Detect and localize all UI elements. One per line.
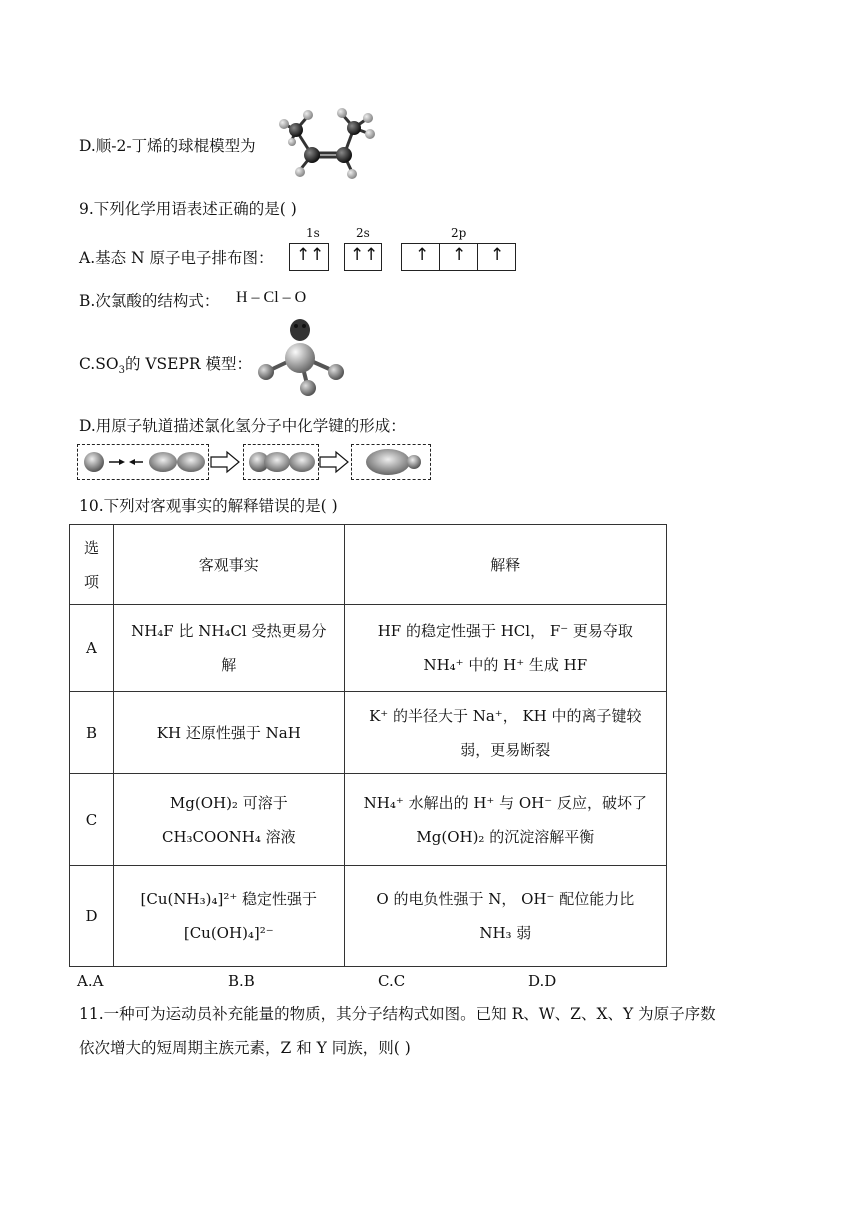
fact-line1: KH 还原性强于 NaH	[156, 723, 301, 742]
explanation-line2: 弱，更易断裂	[460, 740, 551, 759]
spin-down-arrow-icon: ↑	[364, 245, 379, 265]
up-arrow-icon: ↑	[490, 245, 505, 265]
fact-line1: Mg(OH)₂ 可溶于	[169, 793, 288, 812]
row-key: A	[70, 605, 114, 692]
row-key: B	[70, 692, 114, 774]
hcl-bond-formation-diagram	[77, 444, 437, 482]
n-electron-orbital-diagram	[289, 243, 529, 273]
q9-stem: 9.下列化学用语表述正确的是( )	[79, 200, 297, 218]
header-option-line1: 选	[83, 538, 99, 557]
q10-table	[69, 524, 667, 967]
q11-stem-line2: 依次增大的短周期主族元素，Z 和 Y 同族，则( )	[79, 1039, 411, 1057]
q8-option-d: D.顺-2-丁烯的球棍模型为	[79, 137, 256, 155]
orbital-label-2s: 2s	[356, 226, 370, 240]
row-key: C	[70, 774, 114, 866]
q10-option-b[interactable]: B.B	[228, 972, 255, 990]
q9-option-a: A.基态 N 原子电子排布图：	[79, 249, 274, 267]
orbital-label-1s: 1s	[306, 226, 320, 240]
fact-line2: [Cu(OH)₄]²⁻	[183, 924, 274, 942]
fact-line2: CH₃COONH₄ 溶液	[161, 827, 296, 846]
fact-line2: 解	[221, 656, 237, 674]
table-row	[70, 866, 667, 967]
header-fact: 客观事实	[113, 525, 344, 605]
q9-option-b: B.次氯酸的结构式：	[79, 292, 220, 310]
table-header-row	[70, 525, 667, 605]
spin-down-arrow-icon: ↑	[310, 245, 325, 265]
orbital-box-2s	[344, 243, 382, 271]
so3-vsepr-model	[252, 318, 348, 398]
explanation-line2: NH₃ 弱	[479, 924, 532, 942]
q10-stem: 10.下列对客观事实的解释错误的是( )	[79, 497, 338, 515]
orbital-label-2p: 2p	[451, 226, 467, 240]
table-row	[70, 605, 667, 692]
up-arrow-icon: ↑	[415, 245, 430, 265]
q9-option-c: $C.SO_3$的 VSEPR 模型：	[79, 355, 253, 377]
row-key: D	[70, 866, 114, 967]
explanation-line2: Mg(OH)₂ 的沉淀溶解平衡	[416, 827, 595, 846]
explanation-line1: NH₄⁺ 水解出的 H⁺ 与 OH⁻ 反应，破坏了	[363, 793, 647, 812]
fact-line1: [Cu(NH₃)₄]²⁺ 稳定性强于	[140, 890, 318, 908]
table-row	[70, 692, 667, 774]
explanation-line2: NH₄⁺ 中的 H⁺ 生成 HF	[423, 656, 588, 674]
hclo-structural-formula: H – Cl – O	[236, 289, 307, 306]
q11-stem-line1: 11.一种可为运动员补充能量的物质，其分子结构式如图。已知 R、W、Z、X、Y 为原子序数	[79, 1005, 716, 1023]
table-row	[70, 774, 667, 866]
q10-option-c[interactable]: C.C	[378, 972, 406, 990]
orbital-box-2p	[401, 243, 516, 271]
header-explanation: 解释	[344, 525, 666, 605]
explanation-line1: HF 的稳定性强于 HCl， F⁻ 更易夺取	[377, 622, 633, 640]
orbital-box-1s	[289, 243, 329, 271]
explanation-line1: O 的电负性强于 N， OH⁻ 配位能力比	[376, 890, 635, 908]
cis-2-butene-ball-stick-model	[272, 104, 382, 182]
spin-up-arrow-icon: ↑	[296, 245, 311, 265]
header-option-line2: 项	[83, 572, 99, 591]
spin-up-arrow-icon: ↑	[350, 245, 365, 265]
q10-option-d[interactable]: D.D	[528, 972, 557, 990]
q10-option-a[interactable]: A.A	[77, 972, 104, 990]
q9-option-d: D.用原子轨道描述氯化氢分子中化学键的形成：	[79, 417, 406, 435]
explanation-line1: K⁺ 的半径大于 Na⁺， KH 中的离子键较	[369, 706, 642, 725]
fact-line1: NH₄F 比 NH₄Cl 受热更易分	[131, 622, 327, 640]
up-arrow-icon: ↑	[452, 245, 467, 265]
